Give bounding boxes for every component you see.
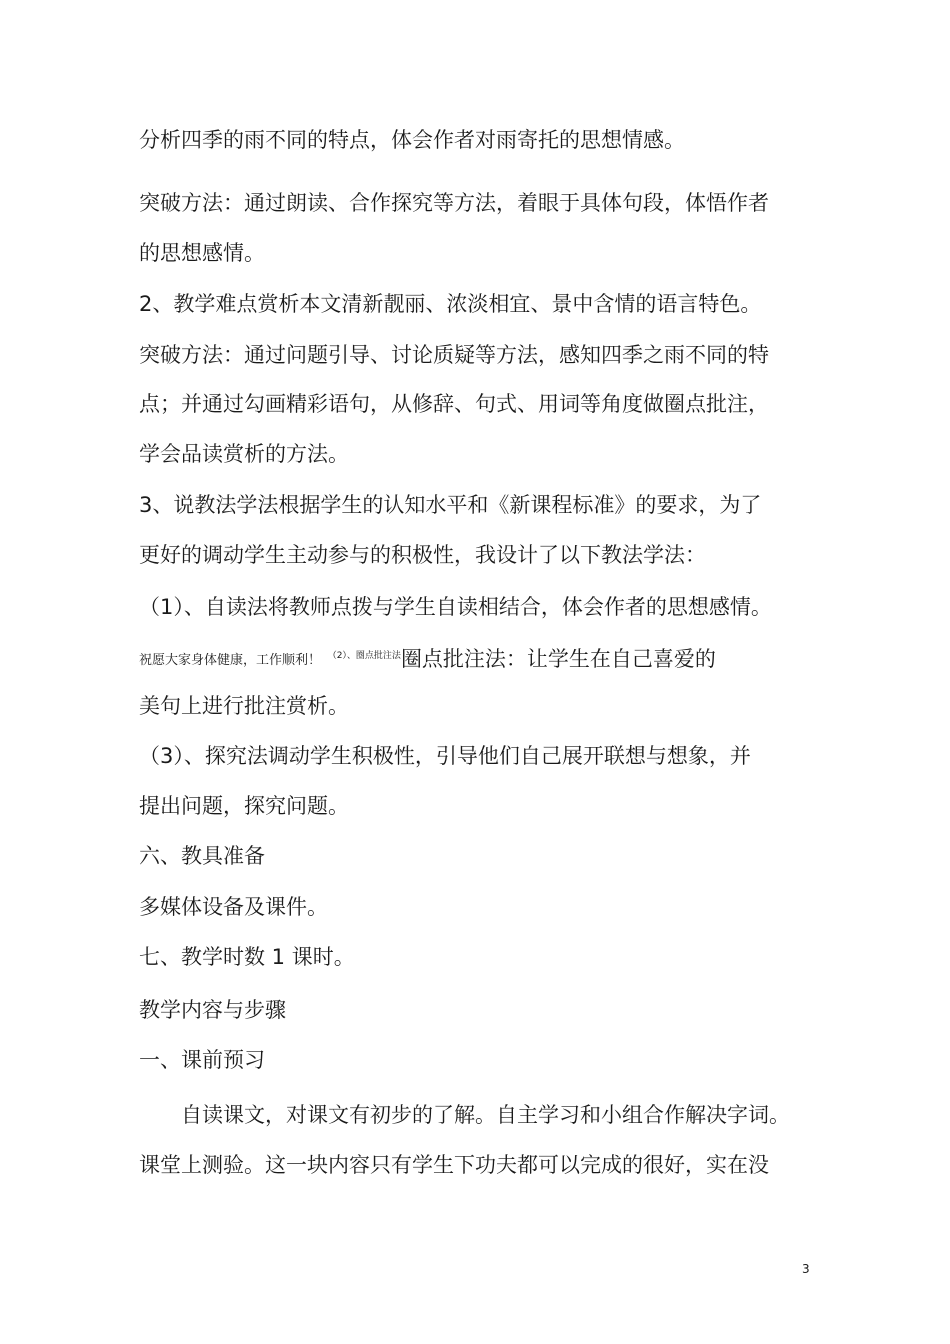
text-line: 美句上进行批注赏析。 [139,694,349,718]
text-line: 分析四季的雨不同的特点，体会作者对雨寄托的思想情感。 [139,128,685,152]
text-line: 突破方法：通过朗读、合作探究等方法，着眼于具体句段，体悟作者 [139,191,769,215]
section-heading: 六、教具准备 [139,844,265,868]
text-line: （1）、自读法将教师点拨与学生自读相结合，体会作者的思想感情。 [139,595,772,619]
section-heading: 一、课前预习 [139,1048,265,1072]
text-line: 3、说教法学法根据学生的认知水平和《新课程标准》的要求，为了 [139,493,762,517]
text-line: 点；并通过勾画精彩语句，从修辞、句式、用词等角度做圈点批注， [139,392,769,416]
text-line: （3）、探究法调动学生积极性，引导他们自己展开联想与想象，并 [139,744,751,768]
text-line: 提出问题，探究问题。 [139,794,349,818]
text-line: 2、教学难点赏析本文清新靓丽、浓淡相宜、景中含情的语言特色。 [139,292,762,316]
text-line: 学会品读赏析的方法。 [139,442,349,466]
text-line: 的思想感情。 [139,241,265,265]
text-line: 自读课文，对课文有初步的了解。自主学习和小组合作解决字词。 [181,1103,790,1127]
inline-tiny-label: （2）、圈点批注法 [327,651,401,661]
inline-watermark: 祝愿大家身体健康，工作顺利！ [139,653,322,668]
text-line: 突破方法：通过问题引导、讨论质疑等方法，感知四季之雨不同的特 [139,343,769,367]
section-heading: 七、教学时数 1 课时。 [139,945,355,969]
text-line: 课堂上测验。这一块内容只有学生下功夫都可以完成的很好，实在没 [139,1153,769,1177]
section-heading: 教学内容与步骤 [139,998,286,1022]
text-line: 多媒体设备及课件。 [139,895,328,919]
inline-main-text: 圈点批注法：让学生在自己喜爱的 [400,647,716,671]
mixed-text-line [139,642,716,675]
text-line: 更好的调动学生主动参与的积极性，我设计了以下教法学法： [139,543,706,567]
page-number: 3 [802,1262,810,1276]
